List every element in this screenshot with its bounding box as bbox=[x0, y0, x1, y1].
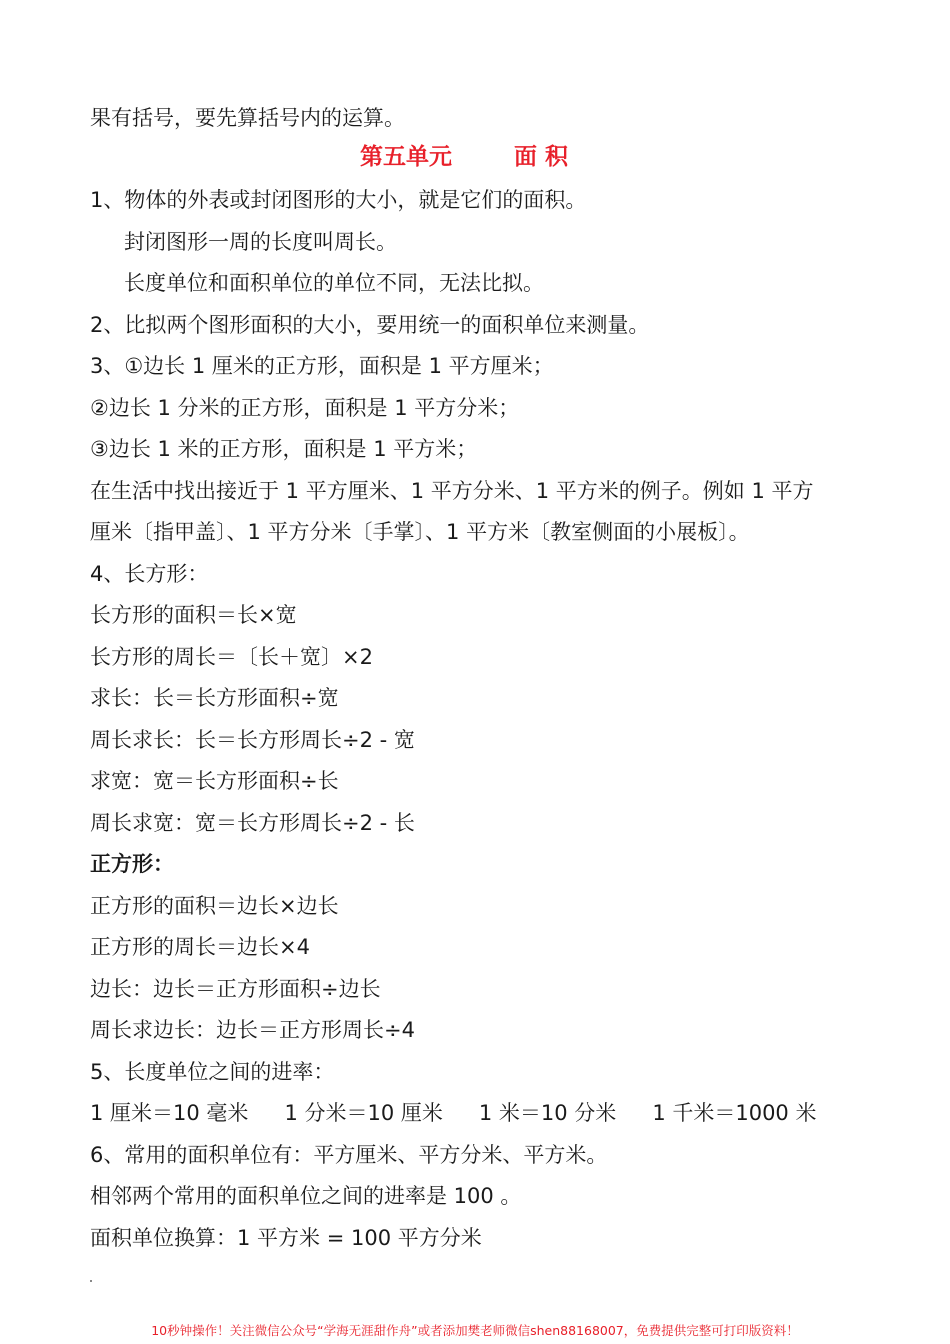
square-side-formula: 边长：边长＝正方形面积÷边长 bbox=[90, 977, 381, 1001]
rect-perimeter-length-formula: 周长求长：长＝长方形周长÷2 - 宽 bbox=[90, 728, 415, 752]
rect-perimeter-formula: 长方形的周长＝〔长＋宽〕×2 bbox=[90, 645, 373, 669]
point-1: 1、物体的外表或封闭图形的大小，就是它们的面积。 bbox=[90, 188, 587, 212]
point-3-examples: 在生活中找出接近于 1 平方厘米、1 平方分米、1 平方米的例子。例如 1 平方 bbox=[90, 479, 814, 503]
square-area-formula: 正方形的面积＝边长×边长 bbox=[90, 894, 339, 918]
point-6-conversion: 面积单位换算：1 平方米 = 100 平方分米 bbox=[90, 1226, 482, 1250]
unit-title-topic: 面 积 bbox=[514, 144, 569, 170]
point-3-m: ③边长 1 米的正方形，面积是 1 平方米； bbox=[90, 437, 478, 461]
point-2: 2、比拟两个图形面积的大小，要用统一的面积单位来测量。 bbox=[90, 313, 650, 337]
point-1-units: 长度单位和面积单位的单位不同，无法比拟。 bbox=[124, 271, 544, 295]
point-3-dm: ②边长 1 分米的正方形，面积是 1 平方分米； bbox=[90, 396, 520, 420]
point-3: 3、①边长 1 厘米的正方形，面积是 1 平方厘米； bbox=[90, 354, 554, 378]
point-6-rate: 相邻两个常用的面积单位之间的进率是 100 。 bbox=[90, 1184, 522, 1208]
square-perimeter-formula: 正方形的周长＝边长×4 bbox=[90, 935, 310, 959]
length-units-row bbox=[90, 1099, 816, 1127]
rect-length-formula: 求长：长＝长方形面积÷宽 bbox=[90, 686, 339, 710]
point-1-perimeter: 封闭图形一周的长度叫周长。 bbox=[124, 230, 397, 254]
unit-title bbox=[360, 142, 568, 172]
rect-perimeter-width-formula: 周长求宽：宽＝长方形周长÷2 - 长 bbox=[90, 811, 415, 835]
point-5: 5、长度单位之间的进率： bbox=[90, 1060, 335, 1084]
footer-promo: 10秒钟操作！关注微信公众号“学海无涯甜作舟”或者添加樊老师微信shen88168007，免费提供完整可打印版资料！ bbox=[151, 1323, 799, 1338]
stray-dot bbox=[90, 1280, 92, 1282]
rect-width-formula: 求宽：宽＝长方形面积÷长 bbox=[90, 769, 339, 793]
unit-km-m: 1 千米＝1000 米 bbox=[652, 1101, 817, 1125]
square-perimeter-side-formula: 周长求边长：边长＝正方形周长÷4 bbox=[90, 1018, 415, 1042]
intro-continued-text: 果有括号，要先算括号内的运算。 bbox=[90, 106, 405, 130]
point-4: 4、长方形： bbox=[90, 562, 209, 586]
point-3-examples-cont: 厘米〔指甲盖〕、1 平方分米〔手掌〕、1 平方米〔教室侧面的小展板〕。 bbox=[90, 520, 750, 544]
rect-area-formula: 长方形的面积＝长×宽 bbox=[90, 603, 297, 627]
square-heading: 正方形： bbox=[90, 852, 174, 876]
point-6: 6、常用的面积单位有：平方厘米、平方分米、平方米。 bbox=[90, 1143, 608, 1167]
unit-m-dm: 1 米＝10 分米 bbox=[478, 1101, 617, 1125]
unit-dm-cm: 1 分米＝10 厘米 bbox=[284, 1101, 443, 1125]
unit-title-number: 第五单元 bbox=[360, 144, 452, 170]
unit-cm-mm: 1 厘米＝10 毫米 bbox=[90, 1101, 249, 1125]
